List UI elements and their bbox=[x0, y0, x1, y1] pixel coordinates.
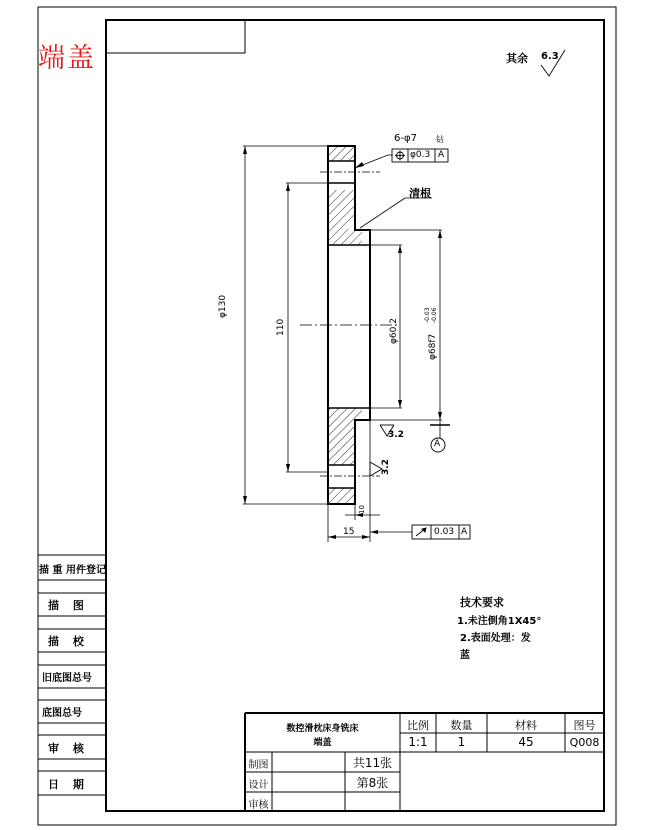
roughness-note-value: 6.3 bbox=[541, 51, 559, 62]
hatch-bottom-strip bbox=[328, 488, 355, 504]
scale-value: 1:1 bbox=[408, 735, 428, 749]
material-value: 45 bbox=[518, 735, 534, 749]
dim-110: 110 bbox=[276, 318, 286, 336]
side-label-0: 描 重 用件登记 bbox=[39, 565, 106, 576]
tech-req-item-1: 1.未注倒角1X45° bbox=[457, 616, 542, 627]
top-left-box bbox=[106, 20, 245, 53]
tech-req-item-2: 2.表面处理：发 bbox=[460, 633, 531, 644]
review-label: 审核 bbox=[248, 800, 269, 811]
sheet-number: 第8张 bbox=[356, 776, 389, 790]
side-label-5: 审 核 bbox=[48, 742, 89, 755]
part-name-title: 端盖 bbox=[38, 43, 96, 74]
hatch-lower bbox=[328, 408, 362, 465]
clear-root-note: 清根 bbox=[409, 187, 431, 200]
dim-phi130: φ130 bbox=[218, 294, 228, 318]
drawn-by-label: 制图 bbox=[248, 760, 269, 771]
roughness-3-2-bore: 3.2 bbox=[388, 430, 404, 440]
dim-10: 10 bbox=[358, 505, 366, 514]
datum-a-label: A bbox=[434, 439, 441, 449]
title-name-line1: 数控滑枕床身铣床 bbox=[286, 724, 359, 734]
drawing-no-value: Q008 bbox=[569, 736, 600, 749]
position-tolerance-datum: A bbox=[438, 150, 445, 160]
tech-req-heading: 技术要求 bbox=[460, 596, 504, 609]
side-label-2: 描 校 bbox=[48, 635, 89, 648]
material-label: 材料 bbox=[515, 719, 537, 732]
drawing-no-label: 图号 bbox=[573, 719, 596, 732]
position-tolerance-value: φ0.3 bbox=[410, 150, 431, 160]
total-sheets: 共11张 bbox=[352, 756, 393, 770]
hatch-upper bbox=[328, 190, 362, 245]
side-label-3: 旧底图总号 bbox=[42, 673, 92, 684]
qty-value: 1 bbox=[457, 735, 466, 749]
runout-tolerance-value: 0.03 bbox=[434, 527, 455, 537]
design-label: 设计 bbox=[248, 780, 269, 791]
qty-label: 数量 bbox=[450, 719, 473, 732]
part-section bbox=[300, 146, 400, 504]
holes-callout-suffix: 钻 bbox=[436, 135, 444, 144]
scale-label: 比例 bbox=[407, 719, 429, 732]
holes-callout: 6-φ7 bbox=[394, 133, 417, 144]
title-name-line2: 端盖 bbox=[313, 738, 332, 748]
dim-phi60: φ60.2 bbox=[389, 318, 399, 344]
dim-phi68-upper: -0.03 bbox=[424, 307, 431, 323]
side-label-4: 底图总号 bbox=[42, 708, 82, 719]
dim-15: 15 bbox=[343, 527, 355, 537]
roughness-3-2-face: 3.2 bbox=[381, 459, 391, 475]
roughness-note-prefix: 其余 bbox=[506, 52, 528, 65]
runout-tolerance-datum: A bbox=[461, 527, 468, 537]
roughness-symbols bbox=[370, 50, 565, 476]
dim-phi68: φ68f7 bbox=[428, 333, 438, 360]
tech-req-item-2-cont: 蓝 bbox=[460, 650, 470, 661]
side-label-6: 日 期 bbox=[48, 778, 89, 791]
dim-phi68-lower: -0.06 bbox=[431, 307, 438, 323]
hatch-top-strip bbox=[328, 146, 355, 161]
side-label-1: 描 图 bbox=[48, 599, 89, 612]
